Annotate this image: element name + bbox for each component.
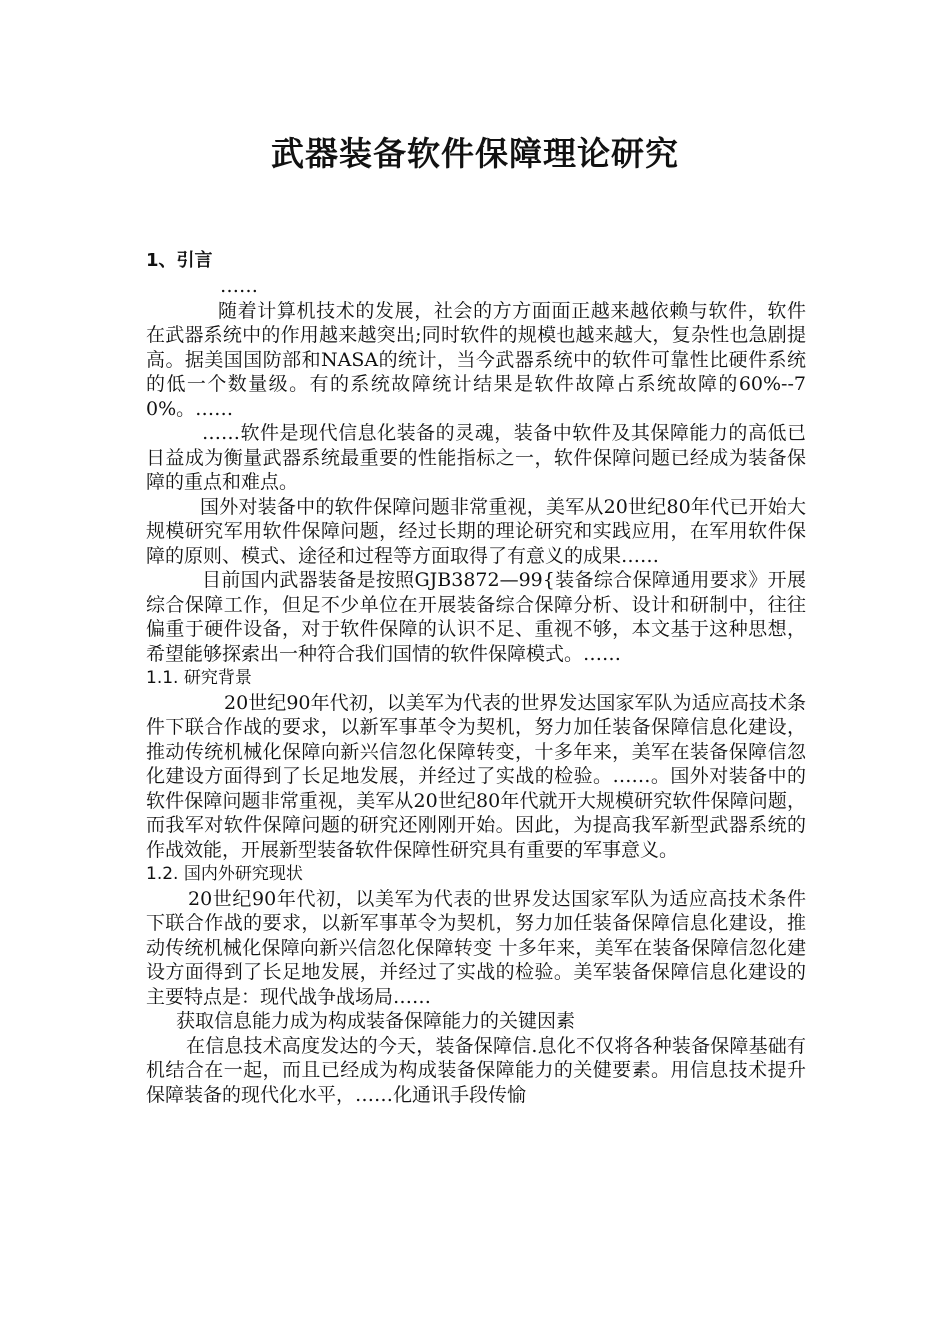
ellipsis-line: …… [220,275,258,297]
section-heading-research-status: 1.2. 国内外研究现状 [146,864,303,884]
research-status-paragraph-2: 在信息技术高度发达的今天，装备保障信.息化不仅将各种装备保障基础有机结合在一起，而且已经成为构成装备保障能力的关健要素。用信息技术提升保障装备的现代化水平，……化通讯手段传愉 [146,1034,806,1106]
intro-paragraph-2: ……软件是现代信息化装备的灵魂，装备中软件及其保障能力的高低已日益成为衡量武器系统最重要的性能指标之一，软件保障问题已经成为装备保障的重点和难点。 [146,422,806,493]
research-background-paragraph: 20世纪90年代初，以美军为代表的世界发达国家军队为适应高技术条件下联合作战的要求，以新军事革令为契机，努力加任装备保障信息化建设，推动传统机械化保障向新兴信忽化保障转变，十多年来，美军在装备保障信忽化建设方面得到了长足地发展，并经过了实战的检验。……。国外对装备中的软件保障问题非常重视，美军从20世纪80年代就开大规模研究软件保障问题，而我军对软件保障问题的研究还刚刚开始。因此，为提高我军新型武器系统的作战效能，开展新型装备软件保障性研究具有重要的军事意义。 [146,691,806,861]
research-status-subheading: 获取信息能力成为构成装备保障能力的关键因素 [176,1010,576,1032]
intro-paragraph-4: 目前国内武器装备是按照GJB3872—99{装备综合保障通用要求》开展综合保障工作，但足不少单位在开展装备综合保障分析、设计和研制中，往往偏重于硬件设备，对于软件保障的认识不足、重视不够，本文基于这种思想，希望能够探索出一种符合我们国情的软件保障模式。…… [146,569,806,665]
document-body [146,248,806,1107]
intro-paragraph-3: 国外对装备中的软件保障问题非常重视，美军从20世纪80年代已开始大规模研究军用软件保障问题，经过长期的理论研究和实践应用，在军用软件保障的原则、模式、途径和过程等方面取得了有意义的成果…… [146,495,806,567]
section-heading-introduction: 1、引言 [146,250,213,271]
intro-paragraph-1: 随着计算机技术的发展，社会的方方面面正越来越依赖与软件，软件在武器系统中的作用越来越突出;同时软件的规模也越来越大，复杂性也急剧提高。据美国国防部和NASA的统计，当今武器系统中的软件可靠性比硬件系统的低一个数量级。有的系统故障统计结果是软件故障占系统故障的60%--70%。…… [146,299,806,420]
section-heading-research-background: 1.1. 研究背景 [146,668,252,688]
research-status-paragraph: 20世纪90年代初，以美军为代表的世界发达国家军队为适应高技术条件下联合作战的要求，以新军事革令为契机，努力加任装备保障信息化建设，推动传统机械化保障向新兴信忽化保障转变 十多年来，美军在装备保障信忽化建设方面得到了长足地发展，并经过了实战的检验。美军装备保障信息化建设的主要特点是：现代战争战场局…… [146,887,806,1008]
document-title: 武器装备软件保障理论研究 [271,134,679,173]
